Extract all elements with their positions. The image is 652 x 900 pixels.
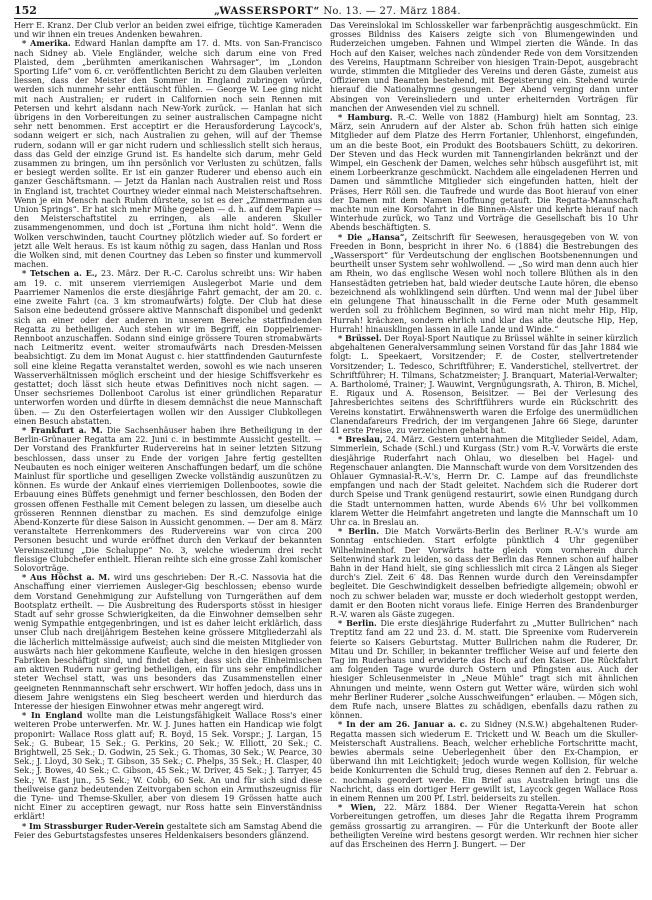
right-column bbox=[330, 21, 638, 849]
article-paragraph bbox=[14, 426, 322, 573]
article-text: Herr E. Kranz. Der Club verlor an beiden zwei eifrige, tüchtige Kameraden und wir ihnen ein treues Andenken bewahren. bbox=[14, 21, 322, 40]
article-lead: * Amerika. bbox=[22, 38, 71, 49]
article-lead: * Im Strassburger Ruder-Verein bbox=[22, 820, 165, 831]
article-paragraph bbox=[14, 39, 322, 269]
article-text: zu Sidney (N.S.W.) abgehaltenen Ruder-Regatta massen sich wiederum E. Trickett und W. Beach um die Skuller-Meisterschaft Australiens. Beach, welcher erhebliche Fortschritte macht, bewies abermals seine Ueberlegenheit über den Ex-Champion, er überwand ihn mit Leichtigkeit; jedoch wurde wegen Kollision, für welche beide Konkurrenten die Schuld trug, dieses Rennen auf den 2. Februar a. c. nochmals geordert werde. Ein Brief aus Australien bringt uns die Nachricht, dass ein dortiger Herr gewillt ist, Laycock gegen Wallace Ross in einem Rennen um 200 Pf. Lstrl. beiderseits zu stellen. bbox=[330, 720, 638, 804]
article-paragraph bbox=[330, 21, 638, 113]
journal-name: „WASSERSPORT“ bbox=[214, 6, 320, 17]
article-text: Die Sachsenhäuser haben ihre Betheiligung in der Berlin-Grünauer Regatta am 22. Juni c. in bestimmte Aussicht gestellt. — Der Vorstand des Frankfurter Rudervereins hat in seiner letzten Sitzung beschlossen, dass unser zu Ende der vorigen Jahre fertig gestellten Neubauten es noch einiger weiteren Anschaffungen bedarf, um die schöne Mainlust für sportliche und geselligen Zwecke vollständig auszunützen zu können. Es wurde der Ankauf eines vierriemigen Dollenbootes, sowie die Erbauung eines Büffets genehmigt und ferner beschlossen, den Boden der grossen offenen Festhalle mit Cement belegen zu lassen, um dieselbe auch grösseren Rennnen dienstbar zu machen. Es sind demzufolge einige Abend-Konzerte für diese Saison in Aussicht genommen. — Der am 8. März veranstaltete Herrenkommers des Rudervereins war von circa 200 Personen besucht und wurde eröffnet durch den Verkauf der bekannten Vereinszeitung „Die Schaluppe“ No. 3, welche wiederum drei recht fleissige Clubchefer enthielt. Hieran reihte sich eine grosse Zahl komischer Solovorträge. bbox=[14, 425, 322, 573]
article-lead: * Breslau, bbox=[338, 434, 383, 445]
article-text: gestaltete sich am Samstag Abend die Feier des Geburtstagsfestes unseres Heldenkaisers besonders glänzend. bbox=[14, 821, 322, 840]
page-header bbox=[14, 4, 638, 19]
article-lead: * In England bbox=[22, 710, 83, 721]
article-lead: * Brüssel. bbox=[338, 332, 382, 343]
article-paragraph bbox=[330, 233, 638, 334]
article-lead: * Berlin. bbox=[338, 618, 377, 629]
left-column bbox=[14, 21, 322, 849]
article-text: 24. März. Gestern unternahmen die Mitglieder Seidel, Adam, Simmerlein, Schade (Schl.) und Kurgass (Str.) vom R.-V. Vorwärts die erste diesjährige Ruderfahrt nach Ohlau, wo dieselben bei Hagel- und Regenschauer anlangten. Die Mannschaft wurde von dem Vorsitzenden des Ohlauer Gymnasial-R.-V.'s, Herrn Dr. C. Lampe auf das freundlichste empfangen und nach der Stadt geleitet. Nachdem sich die Ruderer dort durch Speise und Trank genügend restaurirt, sowie einen Rundgang durch die Stadt unternommen hatten, wurde Abends 6½ Uhr bei vollkommen klarem Wetter die Heimfahrt angetreten und langte die Mannschaft um 10 Uhr ca. in Breslau an. bbox=[330, 435, 638, 527]
article-lead: * Aus Höchst a. M. bbox=[22, 572, 111, 583]
article-lead: * Die „Hansa“, bbox=[338, 231, 408, 242]
article-paragraph bbox=[330, 803, 638, 849]
article-text: Edward Hanlan dampfte am 17. d. Mts. von San-Francisco nach Sidney ab. Viele Engländer, welche sich darum eine von Fred Plaisted, dem „berühmten amerikanischen Wahrsager“, im „London Sporting Life“ vom 6. cr. veröffentlichten Bericht zu dem Glauben verleiten liessen, dass der Meister den Sommer in England zubringen würde, werden sich nunmehr sehr enttäuscht fühlen. — George W. Lee ging nicht mit nach Australien; er rudert in Californien noch sein Rennen mit Petersen und kehrt alsdann nach New-York zurück. — Hanlan hat sich übrigens in den Vorbereitungen zu seiner australischen Campagne nicht sehr nett benommen. Erst acceptirt er die Herausforderung Laycock's, sodann weigert er sich, nach Australien zu gehen, will auf der Themse rudern, sodann will er gar nicht rudern und schliesslich stellt sich heraus, dass das Geld der einzige Grund ist. Es handelte sich darum, mehr Geld zusammen zu bringen, um ihn persönlich vor Verlusten zu schützen, falls er besiegt werden sollte. Er ist ein ganzer Ruderer und ebenso auch ein ganzer Geschäftsmann. — Jetzt da Hanlan nach Australien reist und Ross in England ist, trachtet Courtney wieder einmal nach Meisterschaftsehren. Wenn je ein Mensch nach Ruhm dürstete, so ist es der „Zimmermann aus Union Springs“. Er hat sich mehr Mühe gegeben — d. h. auf dem Papier — den Meisterschaftstitel zu erringen, als alle anderen Skuller zusammengenommen, und doch ist „Fortuna ihm nicht hold“. Wenn die Wolken verschwinden, taucht Courtney plötzlich wieder auf. So fordert er jetzt alle Welt heraus. Es ist kaum nöthig zu sagen, dass Hanlan und Ross die Wolken sind, mit denen Courtney das Leben so finster und kummervoll machen. bbox=[14, 39, 322, 270]
article-lead: * Wien, bbox=[338, 802, 377, 813]
article-paragraph bbox=[14, 822, 322, 840]
article-lead: * Tetschen a. E., bbox=[22, 268, 98, 279]
article-text: Das Vereinslokal im Schlosskeller war farbenprächtig ausgeschmückt. Ein grosses Bildniss des Kaisers zeigte sich von Blumengewinden und Ruderzeichen umgeben. Fahnen und Wimpel zierten die Wände. In das Hoch auf den Kaiser, welches nach zündender Rede von dem Vorsitzenden des Vereins, Hauptmann Schreiber von hiesigen Train-Depot, ausgebracht wurde, stimmten die Mitglieder des Vereins und deren Gäste, zumeist aus Offizieren und Beamten bestehend, mit Begeisterung ein. Stehend wurde hierauf die Nationalhymne gesungen. Der Abend verging dann unter Absingen von Vereinsliedern und unter erheiternden Vorträgen für manchen der Anwesenden viel zu schnell. bbox=[330, 21, 638, 113]
article-text: Die erste diesjährige Ruderfahrt zu „Mutter Bullrichen“ nach Treptitz fand am 22 und 23. d. M. statt. Die Spreenixe vom Ruderverein feierte so Kaisers Geburtstag. Mutter Bullrichen nahm die Ruderer, Dr. Mitau und Dr. Schiller, in bekannter trefflicher Weise auf und feierte den Tag im Ruderhaus und erwiderte das Hoch auf den Kaiser. Die Rückfahrt am folgenden Tage wurde durch Ostern und Pfingsten aus. Auch der hiesiger Schleusenmeister in „Neue Mühle“ tragt sich mit ähnlichen Ahnungen und meinte, wenn Ostern gut Wetter wäre, würden sich wohl mehr Berliner Ruderer „solche Ausschweifungen“ erlauben. — Mögen sich, dem Rufe nach, unsere Blattes zu schädigen, ebenfalls dazu rathen zu können. bbox=[330, 619, 638, 721]
article-paragraph bbox=[330, 527, 638, 619]
article-paragraph bbox=[330, 435, 638, 527]
article-text: 23. März. Der R.-C. Carolus schreibt uns: Wir haben am 19. c. mit unserem vierriemigen Auslegerbot Marie und dem Paarriemer Namenlos die erste diesjährige Fahrt gemacht, der am 20. c. eine zweite Fahrt (ca. 3 km stromaufwärts) folgte. Der Club hat diese Saison eine bedeutend grössere aktive Mannschaft disponibel und gedenkt sich an einer oder der anderen in unserem Bereiche stattfindenden Regatta zu betheiligen. Auch stehen wir im Begriff, ein Doppelriemer-Rennboot anzuschaffen. Sodann sind einige grössere Touren stromabwärts nach Leitmeritz event. weiter stromaufwärts nach Dresden-Meissen beabsichtigt. Zu dem im Monat August c. hier stattfindenden Gauturnfeste soll eine kleine Regatta veranstaltet werden, sowohl es wie nach unseren Wasserverhältnissen möglich erscheint und der hiesige Schiffsverkehr es gestattet; doch lässt sich heute etwas Definitives noch nicht sagen. — Unser sechsriemes Dollenboot Carolus ist einer gründlichen Reparatur unterworfen worden und dürfte in diesem demnächst die neue Mannschaft üben. — Zu den Osterfeiertagen wollen wir den Aussiger Clubkollegen einen Besuch abstatten. bbox=[14, 269, 322, 426]
issue-info: No. 13. — 27. März 1884. bbox=[323, 6, 461, 17]
text-columns bbox=[14, 21, 638, 849]
article-text: Die Match Vorwärts-Berlin des Berliner R.-V.'s wurde am Sonntag entschieden. Start erfolgte pünktlich 4 Uhr gegenüber Wilhelminenhof. Der Vorwärts hatte gleich vom vornherein durch Seitenwind stark zu leiden, so dass der Berlin das Rennen schon auf halber Bahn in der Hand hielt, sie ging schliesslich mit circa 2 Längen als Sieger durch's Ziel. Zeit 6′ 48. Das Rennen wurde durch den Vereinsdampfer begleitet. Die Geschwindigkeit desselben befriedigte allgemein; obwohl er noch zu schwer beladen war, musste er doch wiederholt gestoppt werden, damit er den Booten nicht voraus liefe. Einige Herren des Brandenburger R.-V. waren als Gäste zugegen. bbox=[330, 527, 638, 619]
article-lead: * In der am 26. Januar a. c. bbox=[338, 719, 468, 730]
journal-title bbox=[37, 6, 638, 17]
page-number: 152 bbox=[14, 4, 37, 17]
article-paragraph bbox=[14, 21, 322, 39]
article-paragraph bbox=[14, 711, 322, 821]
article-text: wollte man die Leistungsfähigkeit Wallace Ross's einer weiteren Probe unterwerfen. Mr. W. J. Junes hatten ein Handicap wie folgt proponirt: Wallace Ross glatt auf; R. Boyd, 15 Sek. Vorspr.; J. Largan, 15 Sek.; G. Bubear, 15 Sek.; G. Perkins, 20 Sek.; W. Elliott, 20 Sek.; C. Brightwell, 25 Sek.; D. Godwin, 25 Sek.; G. Thomas, 30 Sek.; W. Pearce, 30 Sek.; J. Lloyd, 30 Sek.; T. Gibson, 35 Sek.; C. Phelps, 35 Sek.; H. Clasper, 40 Sek.; J. Bowes, 40 Sek.; C. Gibson, 45 Sek.; W. Driver, 45 Sek.; J. Tarryer, 45 Sek.; W. East jun., 55 Sek.; W. Cobb, 60 Sek. An und für sich sind diese theilweise ganz bedeutenden Zeitvorgaben schon ein Armuthszeugniss für die Tyne- und Themse-Skuller, aber von diesem 19 Grössen hatte auch nicht Einer zu acceptiren gewagt, nur Ross hatte sein Einverständniss erklärt! bbox=[14, 711, 322, 822]
article-lead: * Frankfurt a. M. bbox=[22, 424, 103, 435]
article-text: Der Royal-Sport Nautique zu Brüssel wählte in seiner kürzlich abgehaltenen Generalversammlung seinen Vorstand für das Jahr 1884 wie folgt: L. Speekaert, Vorsitzender; F. de Coster, stellvertretender Vorsitzender; L. Tedesco, Schriftführer; E. Vanderstichel, stellvertret. der Schriftführer; H. Tilmans, Schatzmeister; J. Branquart, Material-Verwalter; A. Bartholomé, Trainer; J. Wauwint, Vergnügungsrath, A. Thiron, B. Michel, E. Rigaux und A. Rosenson, Beisitzer. — Bei der Verlesung des Jahresberichtes seitens des Schriftführers wurde ein Rückschritt des Vereins konstatirt. Erwähnenswerth waren die Erfolge des unermüdlichen Clanendafareurs Fredrich, der im vergangenen Jahre 66 Siege, darunter 41 erste Preise, zu verzeichnen gehabt hat. bbox=[330, 333, 638, 435]
article-paragraph bbox=[330, 720, 638, 803]
article-paragraph bbox=[330, 334, 638, 435]
article-text: 22. März 1884. Der Wiener Regatta-Verein hat schon Vorbereitungen getroffen, um dieses Jahr die Regatta ihrem Programm gemäss grossartig zu arrangiren. — Für die Unterkunft der Boote aller betheiligten Vereine wird bestens gesorgt werden. Wir rechnen hier sicher auf das Erscheinen des Herrn J. Bungert. — Der bbox=[330, 803, 638, 850]
article-lead: * Berlin. bbox=[338, 526, 379, 537]
article-text: R.-C. Welle von 1882 (Hamburg) hielt am Sonntag, 23. März, sein Anrudern auf der Alster ab. Schon früh hatten sich einige Mitglieder auf dem Platze des Herrn Fortanier, Uhlenhorst, eingefunden, um an die beste Boot, ein Produkt des Bootsbauers Schütt, zu dekoriren. Der Steven und das Heck wurden mit Tannengirlanden bekränzt und der Wimpel, ein Geschenk der Damen, welches sehr hübsch ausgeführt ist, mit einem Lorbeerkranze geschmückt. Nachdem alle eingeladenen Herren und Damen und sämmtliche Mitglieder sich eingefunden hatten, hielt der Präses, Herr Röll sen. die Taufrede und wurde das Boot hierauf von einer der Damen mit dem Namen Hoffnung getauft. Die Regatta-Mannschaft machte nun eine Korsofahrt in die Binnen-Alster und kehrte hierauf nach Winterhude zurück, wo Tanz und Vorträge die Gesellschaft bis 10 Uhr Abends beschäftigten. S. bbox=[330, 113, 638, 233]
article-lead: * Hamburg. bbox=[338, 112, 393, 123]
article-text: wird uns geschrieben: Der R.-C. Nassovia hat die Anschaffung einer vierriemen Ausleger-Gig beschlossen; ebenso wurde dem Vorstand Genehmigung zur Aufstellung von Turngeräthen auf dem Bootsplatz ertheilt. — Die Ausbreitung des Rudersports stösst in hiesiger Stadt auf sehr grosse Schwierigkeiten, da die Einwohner demselben sehr wenig Sympathie entgegenbringen, und ist es daher leicht erklärlich, dass unser Club nach dreijährigem Bestehen keine grössere Mitgliederzahl als die lächerlich mittelmässige aufweist; auch sind die meisten Mitglieder von auswärts nach hier gekommene Kaufleute, welche in den hiesigen grossen Fabriken beschäftigt sind, und findet daher, dass sich die Einheimischen am aktiven Rudern nur gering betheiligen, ein für uns sehr empfindlicher steter Wechsel statt, was uns besonders das Zusammenstellen einer geeigneten Rennmannschaft sehr erschwert. Wir hoffen jedoch, dass uns in diesem Jahre wenigstens ein Sieg bescheert werden und hierdurch das Interesse der hiesigen Einwohner etwas mehr angeregt wird. bbox=[14, 573, 322, 712]
article-paragraph bbox=[14, 269, 322, 425]
article-paragraph bbox=[330, 113, 638, 233]
article-paragraph bbox=[330, 619, 638, 720]
article-text: Zeitschrift für Seewesen, herausgegeben von W. von Freeden in Bonn, bespricht in ihrer No. 6 (1884) die Bestrebungen des „Wassersport“ für Verdeutschung der englischen Bootsbenennungen und beurtheilt unser System sehr wohlwollend. — „So wird man denn auch hier am Rhein, wo das englische Wesen wohl noch tollere Blüthen als in den Hansestädten getrieben hat, bald wieder deutsche Laute hören, die ebenso bezeichnend als wohlklingend sein dürften. Und wenn mal der Jubel über ein gelungene That hinausschallt in die Ferne oder Muth gesammelt werden soll zu fröhlichem Beginnen, so wird man nicht mehr Hip, Hip, Hurrah! krächzen, sondern ehrlich und klar das alte deutsche Hip, Hep, Hurrah! hinausklingen lassen in alle Lande und Winde.“ bbox=[330, 232, 638, 334]
article-paragraph bbox=[14, 573, 322, 711]
